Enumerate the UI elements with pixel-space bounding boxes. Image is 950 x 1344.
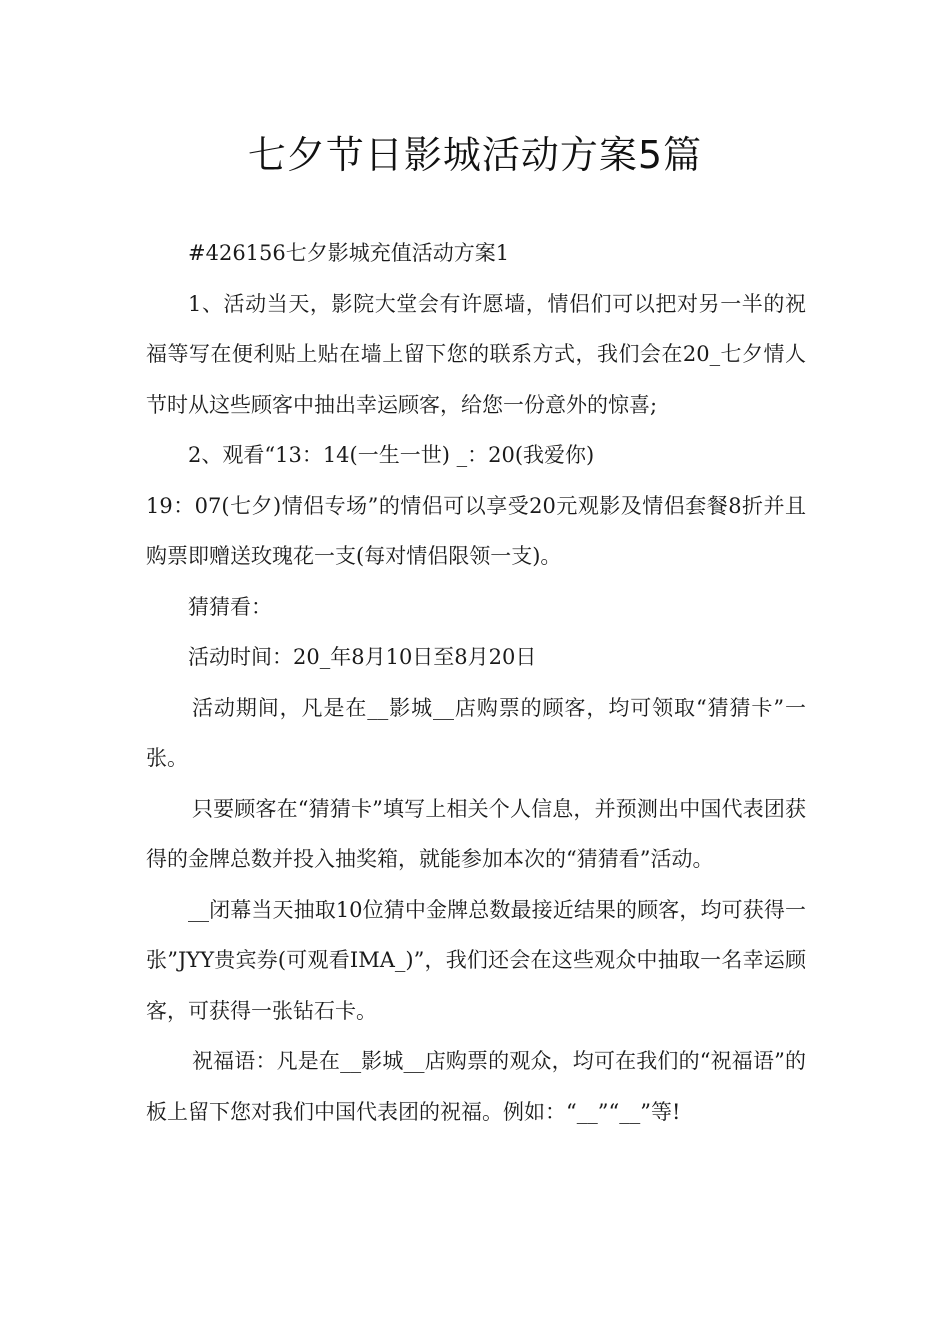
paragraph-item-2-continued: 19：07(七夕)情侣专场”的情侣可以享受20元观影及情侣套餐8折并且购票即赠送玫瑰花一支(每对情侣限领一支)。 bbox=[146, 493, 806, 568]
paragraph-item-1: 1、活动当天，影院大堂会有许愿墙，情侣们可以把对另一半的祝福等写在便利贴上贴在墙上留下您的联系方式，我们会在20_七夕情人节时从这些顾客中抽出幸运顾客，给您一份意外的惊喜; bbox=[146, 291, 806, 417]
paragraph-blessing: 祝福语：凡是在__影城__店购票的观众，均可在我们的“祝福语”的板上留下您对我们中国代表团的祝福。例如：“__”“__”等! bbox=[146, 1049, 806, 1124]
paragraph-closing-draw: __闭幕当天抽取10位猜中金牌总数最接近结果的顾客，均可获得一张”JYY贵宾券(可观看IMA_)”，我们还会在这些观众中抽取一名幸运顾客，可获得一张钻石卡。 bbox=[146, 897, 806, 1023]
paragraph-guess-card: 只要顾客在“猜猜卡”填写上相关个人信息，并预测出中国代表团获得的金牌总数并投入抽奖箱，就能参加本次的“猜猜看”活动。 bbox=[146, 796, 806, 871]
paragraph-heading: #426156七夕影城充值活动方案1 bbox=[188, 241, 510, 265]
paragraph-activity-time: 活动时间：20_年8月10日至8月20日 bbox=[188, 645, 537, 669]
paragraph-activity-period: 活动期间，凡是在__影城__店购票的顾客，均可领取“猜猜卡”一张。 bbox=[146, 695, 806, 770]
document-body bbox=[146, 228, 806, 1137]
document-title: 七夕节日影城活动方案5篇 bbox=[247, 133, 703, 177]
paragraph-guess-title: 猜猜看： bbox=[188, 594, 272, 619]
paragraph-item-2: 2、观看“13：14(一生一世) _：20(我爱你) bbox=[188, 443, 595, 467]
